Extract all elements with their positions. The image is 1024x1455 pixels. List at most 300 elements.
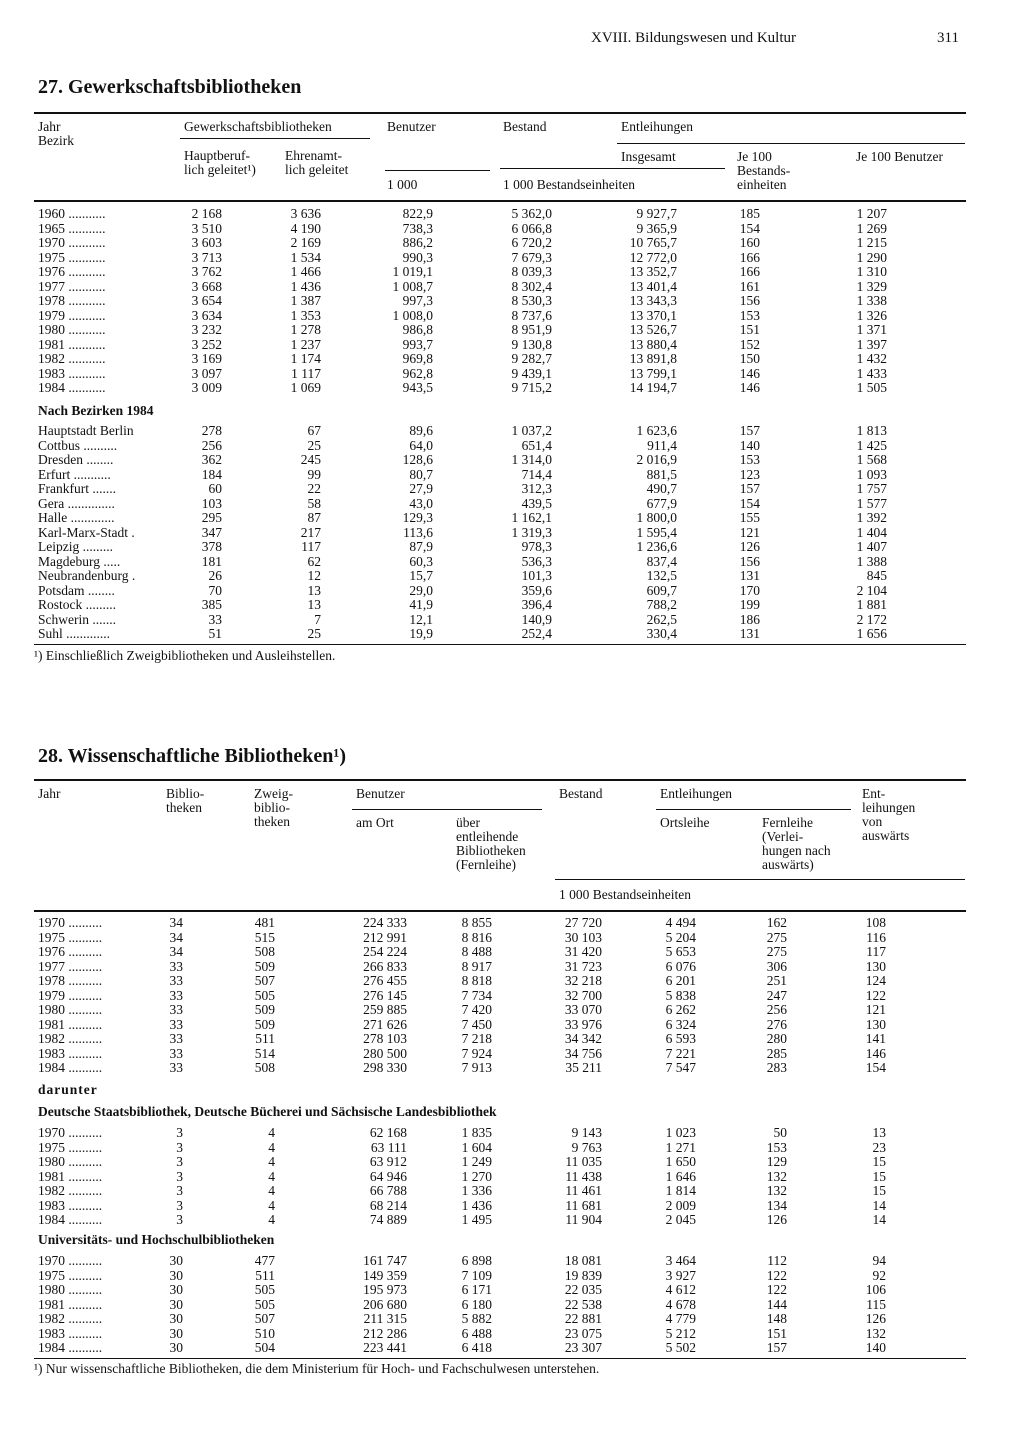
- cell-je100-bestand: 157: [739, 423, 760, 438]
- cell-je100-benutzer: 1 371: [856, 322, 887, 337]
- cell-zweigbibliotheken: 477: [254, 1253, 275, 1268]
- cell-fernleihe: 50: [773, 1125, 787, 1140]
- cell-benutzer: 1 019,1: [392, 264, 433, 279]
- cell-bestand: 27 720: [564, 915, 602, 930]
- cell-zweigbibliotheken: 507: [254, 973, 275, 988]
- cell-bestand: 22 538: [564, 1296, 602, 1312]
- cell-ortsleihe: 4 678: [665, 1296, 696, 1312]
- t27-h-insgesamt: Insgesamt: [621, 149, 676, 164]
- cell-benutzer: 80,7: [409, 466, 433, 482]
- cell-entl-insgesamt: 132,5: [646, 568, 677, 583]
- t27-h-ehren2: lich geleitet: [285, 162, 349, 177]
- cell-entl-insgesamt: 9 365,9: [636, 220, 677, 236]
- cell-entl-insgesamt: 1 595,4: [636, 524, 677, 540]
- cell-ortsleihe: 4 612: [665, 1282, 696, 1297]
- cell-bibliotheken: 3: [176, 1212, 183, 1227]
- cell-benutzer: 15,7: [409, 568, 433, 583]
- cell-je100-benutzer: 845: [866, 568, 887, 583]
- cell-entl-insgesamt: 609,7: [646, 582, 677, 598]
- cell-von-auswaerts: 108: [865, 915, 886, 930]
- cell-von-auswaerts: 15: [872, 1154, 886, 1169]
- cell-ehrenamtlich: 1 237: [290, 336, 321, 352]
- cell-je100-benutzer: 1 404: [856, 524, 887, 540]
- cell-fernleihe: 251: [766, 973, 787, 988]
- cell-entl-insgesamt: 330,4: [646, 626, 677, 641]
- cell-ehrenamtlich: 1 436: [290, 278, 321, 294]
- cell-benutzer-amort: 149 359: [363, 1267, 407, 1283]
- cell-benutzer-fernleihe: 7 924: [461, 1045, 492, 1061]
- row-label: Schwerin .......: [38, 611, 116, 627]
- cell-bibliotheken: 3: [176, 1168, 183, 1184]
- cell-fernleihe: 285: [766, 1045, 787, 1061]
- cell-ehrenamtlich: 58: [307, 495, 321, 511]
- cell-benutzer: 969,8: [402, 351, 433, 366]
- cell-benutzer: 1 008,7: [392, 278, 433, 294]
- cell-benutzer-amort: 280 500: [363, 1045, 407, 1061]
- cell-bestand: 32 218: [564, 973, 602, 988]
- row-label: 1983 ..........: [38, 1197, 103, 1213]
- cell-bestand: 33 070: [564, 1002, 602, 1017]
- row-label: 1979 ...........: [38, 307, 106, 323]
- cell-entl-insgesamt: 490,7: [646, 481, 677, 496]
- cell-je100-bestand: 186: [739, 611, 760, 627]
- cell-je100-bestand: 156: [739, 553, 760, 569]
- cell-entl-insgesamt: 12 772,0: [629, 249, 677, 265]
- cell-entl-insgesamt: 1 800,0: [636, 510, 677, 525]
- cell-benutzer-fernleihe: 6 180: [461, 1296, 492, 1312]
- cell-je100-bestand: 170: [739, 582, 760, 598]
- cell-zweigbibliotheken: 4: [268, 1183, 275, 1198]
- cell-von-auswaerts: 146: [865, 1045, 886, 1061]
- cell-fernleihe: 275: [766, 944, 787, 959]
- cell-fernleihe: 132: [766, 1168, 787, 1184]
- cell-zweigbibliotheken: 4: [268, 1154, 275, 1169]
- cell-benutzer: 962,8: [402, 365, 433, 381]
- cell-bestand: 11 438: [565, 1168, 602, 1184]
- cell-je100-bestand: 153: [739, 307, 760, 323]
- cell-bestand: 9 763: [571, 1139, 602, 1155]
- t28-h-bib2: theken: [166, 800, 202, 815]
- t27-h-benutzer: Benutzer: [387, 119, 436, 134]
- cell-benutzer-fernleihe: 7 218: [461, 1031, 492, 1046]
- cell-benutzer: 993,7: [402, 336, 433, 352]
- cell-bestand: 101,3: [521, 568, 552, 583]
- cell-ehrenamtlich: 117: [301, 539, 321, 554]
- cell-je100-benutzer: 1 215: [856, 235, 887, 250]
- cell-je100-benutzer: 1 093: [856, 466, 887, 482]
- cell-je100-bestand: 155: [739, 510, 760, 525]
- cell-ehrenamtlich: 99: [307, 466, 321, 482]
- cell-zweigbibliotheken: 505: [254, 1296, 275, 1312]
- cell-von-auswaerts: 23: [872, 1139, 886, 1155]
- row-label: Cottbus ..........: [38, 437, 118, 453]
- cell-hauptberuflich: 3 169: [191, 351, 222, 366]
- cell-benutzer-fernleihe: 1 436: [461, 1197, 492, 1213]
- t27-h-gewbib: Gewerkschaftsbibliotheken: [184, 119, 332, 134]
- cell-ortsleihe: 6 324: [665, 1016, 696, 1032]
- t28-h-ueber1: über: [456, 815, 480, 830]
- cell-je100-bestand: 151: [739, 322, 760, 337]
- cell-bibliotheken: 33: [169, 1002, 183, 1017]
- cell-bestand: 8 530,3: [511, 293, 552, 308]
- cell-benutzer: 822,9: [402, 206, 433, 221]
- cell-benutzer-amort: 266 833: [363, 958, 407, 974]
- cell-bestand: 22 881: [564, 1311, 602, 1326]
- cell-je100-benutzer: 2 172: [856, 611, 887, 627]
- row-label: 1983 ..........: [38, 1045, 103, 1061]
- cell-je100-bestand: 131: [739, 626, 760, 641]
- cell-zweigbibliotheken: 4: [268, 1197, 275, 1213]
- cell-bibliotheken: 30: [169, 1282, 183, 1297]
- t27-h-je100c: einheiten: [737, 177, 787, 192]
- cell-von-auswaerts: 116: [866, 929, 886, 945]
- row-label: Erfurt ...........: [38, 466, 111, 482]
- cell-hauptberuflich: 70: [208, 582, 222, 598]
- row-label: 1970 ..........: [38, 915, 103, 930]
- cell-benutzer-amort: 298 330: [363, 1060, 407, 1075]
- cell-bibliotheken: 33: [169, 1060, 183, 1075]
- row-label: 1984 ...........: [38, 380, 106, 395]
- cell-von-auswaerts: 94: [872, 1253, 886, 1268]
- cell-bestand: 22 035: [564, 1282, 602, 1297]
- cell-je100-bestand: 156: [739, 293, 760, 308]
- row-label: 1970 ...........: [38, 235, 106, 250]
- row-label: Rostock .........: [38, 597, 117, 612]
- t27-h-bezirk: Bezirk: [38, 133, 74, 148]
- t27-h-unit1: 1 000: [387, 177, 418, 192]
- cell-benutzer: 986,8: [402, 322, 433, 337]
- t28-h-ueber2: entleihende: [456, 829, 519, 844]
- cell-hauptberuflich: 26: [208, 568, 222, 583]
- cell-zweigbibliotheken: 509: [254, 1016, 275, 1032]
- cell-ortsleihe: 5 653: [665, 944, 696, 959]
- cell-ortsleihe: 1 271: [665, 1139, 696, 1155]
- t28-h-entl: Entleihungen: [660, 786, 732, 801]
- cell-hauptberuflich: 3 510: [191, 220, 222, 236]
- t28-darunter: darunter: [38, 1082, 98, 1097]
- row-label: 1980 ...........: [38, 322, 106, 337]
- cell-ehrenamtlich: 245: [300, 452, 321, 467]
- cell-benutzer: 41,9: [409, 597, 433, 612]
- t27-h-bestand: Bestand: [503, 119, 547, 134]
- cell-benutzer-amort: 206 680: [363, 1296, 407, 1312]
- cell-zweigbibliotheken: 4: [268, 1212, 275, 1227]
- row-label: 1976 ...........: [38, 264, 106, 279]
- cell-entl-insgesamt: 2 016,9: [636, 452, 677, 467]
- cell-hauptberuflich: 184: [201, 466, 222, 482]
- cell-benutzer-amort: 212 286: [363, 1325, 407, 1341]
- cell-bibliotheken: 33: [169, 987, 183, 1003]
- cell-benutzer-fernleihe: 7 450: [461, 1016, 492, 1032]
- cell-bibliotheken: 33: [169, 958, 183, 974]
- cell-benutzer: 943,5: [402, 380, 433, 395]
- cell-ehrenamtlich: 1 174: [290, 351, 321, 366]
- cell-benutzer-fernleihe: 7 420: [461, 1002, 492, 1017]
- cell-benutzer: 43,0: [409, 495, 433, 511]
- cell-je100-benutzer: 1 568: [856, 452, 887, 467]
- cell-je100-benutzer: 1 407: [856, 539, 887, 554]
- cell-je100-benutzer: 1 269: [856, 220, 887, 236]
- cell-je100-benutzer: 1 432: [856, 351, 887, 366]
- cell-benutzer-fernleihe: 1 604: [461, 1139, 492, 1155]
- cell-entl-insgesamt: 1 623,6: [636, 423, 677, 438]
- cell-bibliotheken: 34: [169, 915, 183, 930]
- t28-h-zweig3: theken: [254, 814, 290, 829]
- cell-je100-benutzer: 1 813: [856, 423, 887, 438]
- cell-von-auswaerts: 14: [872, 1197, 886, 1213]
- cell-entl-insgesamt: 10 765,7: [629, 235, 677, 250]
- cell-benutzer-fernleihe: 5 882: [461, 1311, 492, 1326]
- row-label: Leipzig .........: [38, 539, 113, 554]
- cell-benutzer-fernleihe: 1 270: [461, 1168, 492, 1184]
- cell-je100-bestand: 166: [739, 264, 760, 279]
- cell-von-auswaerts: 14: [872, 1212, 886, 1227]
- row-label: 1978 ...........: [38, 293, 106, 308]
- row-label: 1975 ..........: [38, 1139, 103, 1155]
- cell-bestand: 439,5: [521, 495, 552, 511]
- cell-ehrenamtlich: 87: [307, 510, 321, 525]
- cell-fernleihe: 247: [766, 987, 787, 1003]
- cell-von-auswaerts: 141: [865, 1031, 886, 1046]
- t28-h-unit: 1 000 Bestandseinheiten: [559, 887, 691, 902]
- cell-je100-benutzer: 1 505: [856, 380, 887, 395]
- t27-h-entl: Entleihungen: [621, 119, 693, 134]
- cell-benutzer-amort: 259 885: [363, 1002, 407, 1017]
- row-label: 1981 ..........: [38, 1016, 103, 1032]
- cell-benutzer: 113,6: [403, 524, 433, 540]
- row-label: 1975 ..........: [38, 929, 103, 945]
- cell-fernleihe: 151: [766, 1325, 787, 1341]
- row-label: 1979 ..........: [38, 987, 103, 1003]
- cell-von-auswaerts: 130: [865, 958, 886, 974]
- cell-hauptberuflich: 295: [201, 510, 222, 525]
- cell-zweigbibliotheken: 511: [255, 1031, 275, 1046]
- cell-ehrenamtlich: 7: [314, 611, 321, 627]
- row-label: 1981 ...........: [38, 336, 106, 352]
- cell-je100-benutzer: 1 326: [856, 307, 887, 323]
- cell-fernleihe: 162: [766, 915, 787, 930]
- row-label: 1981 ..........: [38, 1168, 103, 1184]
- t28-footnote: ¹) Nur wissenschaftliche Bibliotheken, die dem Ministerium für Hoch- und Fachschulwesen unterstehen.: [34, 1361, 600, 1376]
- cell-bestand: 8 039,3: [511, 264, 552, 279]
- cell-bestand: 6 066,8: [511, 220, 552, 236]
- cell-benutzer: 738,3: [402, 220, 433, 236]
- cell-zweigbibliotheken: 4: [268, 1125, 275, 1140]
- cell-benutzer: 886,2: [402, 235, 433, 250]
- cell-zweigbibliotheken: 509: [254, 958, 275, 974]
- cell-fernleihe: 126: [766, 1212, 787, 1227]
- cell-je100-benutzer: 1 338: [856, 293, 887, 308]
- row-label: 1980 ..........: [38, 1002, 103, 1017]
- cell-benutzer-fernleihe: 7 734: [461, 987, 492, 1003]
- row-label: Halle .............: [38, 510, 115, 525]
- cell-je100-bestand: 157: [739, 481, 760, 496]
- cell-zweigbibliotheken: 511: [255, 1267, 275, 1283]
- row-label: 1977 ..........: [38, 958, 103, 974]
- cell-bestand: 23 307: [564, 1340, 602, 1355]
- t28-h-ueber3: Bibliotheken: [456, 843, 526, 858]
- cell-ortsleihe: 5 502: [665, 1340, 696, 1355]
- t27-footnote: ¹) Einschließlich Zweigbibliotheken und Ausleihstellen.: [34, 648, 336, 663]
- cell-ortsleihe: 6 201: [665, 973, 696, 988]
- t28-h-ortsleihe: Ortsleihe: [660, 815, 710, 830]
- cell-bestand: 1 314,0: [511, 452, 552, 467]
- cell-von-auswaerts: 15: [872, 1183, 886, 1198]
- running-header: XVIII. Bildungswesen und Kultur: [591, 30, 796, 46]
- row-label: 1965 ...........: [38, 220, 106, 236]
- cell-bestand: 252,4: [521, 626, 552, 641]
- cell-bestand: 33 976: [564, 1016, 602, 1032]
- cell-je100-bestand: 146: [739, 365, 760, 381]
- cell-benutzer: 128,6: [402, 452, 433, 467]
- cell-bestand: 978,3: [521, 539, 552, 554]
- cell-je100-benutzer: 1 290: [856, 249, 887, 265]
- cell-ehrenamtlich: 1 278: [290, 322, 321, 337]
- row-label: Gera ..............: [38, 495, 115, 511]
- cell-fernleihe: 112: [767, 1253, 787, 1268]
- cell-bibliotheken: 33: [169, 1031, 183, 1046]
- cell-bestand: 34 342: [564, 1031, 602, 1046]
- cell-bestand: 651,4: [521, 437, 552, 453]
- cell-von-auswaerts: 130: [865, 1016, 886, 1032]
- cell-je100-bestand: 199: [739, 597, 760, 612]
- row-label: 1960 ...........: [38, 206, 106, 221]
- cell-bestand: 31 723: [564, 958, 602, 974]
- cell-ortsleihe: 5 838: [665, 987, 696, 1003]
- cell-je100-benutzer: 1 310: [856, 264, 887, 279]
- cell-je100-bestand: 140: [739, 437, 760, 453]
- cell-von-auswaerts: 132: [865, 1325, 886, 1341]
- cell-von-auswaerts: 106: [865, 1282, 886, 1297]
- cell-zweigbibliotheken: 481: [254, 915, 275, 930]
- cell-zweigbibliotheken: 507: [254, 1311, 275, 1326]
- cell-ortsleihe: 2 009: [665, 1197, 696, 1213]
- cell-von-auswaerts: 13: [872, 1125, 886, 1140]
- cell-zweigbibliotheken: 505: [254, 987, 275, 1003]
- cell-bestand: 140,9: [521, 611, 552, 627]
- cell-hauptberuflich: 3 762: [191, 264, 222, 279]
- cell-ehrenamtlich: 12: [307, 568, 321, 583]
- cell-ehrenamtlich: 13: [307, 597, 321, 612]
- cell-ortsleihe: 3 927: [665, 1267, 696, 1283]
- cell-entl-insgesamt: 1 236,6: [636, 539, 677, 554]
- cell-ehrenamtlich: 1 117: [291, 365, 321, 381]
- cell-benutzer: 990,3: [402, 249, 433, 265]
- cell-benutzer-fernleihe: 8 917: [461, 958, 492, 974]
- cell-ehrenamtlich: 2 169: [290, 235, 321, 250]
- cell-benutzer: 87,9: [409, 539, 433, 554]
- cell-je100-bestand: 153: [739, 452, 760, 467]
- row-label: 1970 ..........: [38, 1253, 103, 1268]
- cell-bibliotheken: 33: [169, 1045, 183, 1061]
- row-label: 1977 ...........: [38, 278, 106, 294]
- t27-h-unit2: 1 000 Bestandseinheiten: [503, 177, 635, 192]
- cell-benutzer: 27,9: [409, 481, 433, 496]
- cell-benutzer-fernleihe: 6 898: [461, 1253, 492, 1268]
- cell-benutzer-fernleihe: 7 109: [461, 1267, 492, 1283]
- cell-von-auswaerts: 121: [865, 1002, 886, 1017]
- cell-benutzer-amort: 254 224: [363, 944, 407, 959]
- cell-entl-insgesamt: 13 799,1: [629, 365, 677, 381]
- cell-benutzer: 29,0: [409, 582, 433, 598]
- cell-hauptberuflich: 33: [208, 611, 222, 627]
- cell-benutzer: 64,0: [409, 437, 433, 453]
- row-label: 1982 ...........: [38, 351, 106, 366]
- cell-hauptberuflich: 3 654: [191, 293, 222, 308]
- cell-entl-insgesamt: 837,4: [646, 553, 677, 569]
- cell-benutzer-amort: 62 168: [369, 1125, 407, 1140]
- cell-von-auswaerts: 115: [866, 1296, 886, 1312]
- cell-benutzer-fernleihe: 6 488: [461, 1325, 492, 1341]
- cell-bestand: 6 720,2: [511, 235, 552, 250]
- cell-entl-insgesamt: 788,2: [646, 597, 677, 612]
- cell-bestand: 11 681: [565, 1197, 602, 1213]
- t27-h-je100a: Je 100: [737, 149, 772, 164]
- cell-ehrenamtlich: 4 190: [290, 220, 321, 236]
- row-label: 1984 ..........: [38, 1340, 103, 1355]
- cell-ortsleihe: 4 494: [665, 915, 696, 930]
- cell-benutzer-amort: 271 626: [363, 1016, 407, 1032]
- t27-h-jahr: Jahr: [38, 119, 61, 134]
- cell-bibliotheken: 30: [169, 1311, 183, 1326]
- cell-benutzer: 89,6: [409, 423, 433, 438]
- cell-benutzer: 129,3: [402, 510, 433, 525]
- cell-entl-insgesamt: 677,9: [646, 495, 677, 511]
- cell-entl-insgesamt: 14 194,7: [629, 380, 677, 395]
- cell-fernleihe: 153: [766, 1139, 787, 1155]
- cell-von-auswaerts: 122: [865, 987, 886, 1003]
- cell-hauptberuflich: 3 713: [191, 249, 222, 265]
- cell-entl-insgesamt: 13 401,4: [629, 278, 677, 294]
- cell-benutzer-fernleihe: 7 913: [461, 1060, 492, 1075]
- cell-ortsleihe: 2 045: [665, 1212, 696, 1227]
- cell-je100-bestand: 150: [739, 351, 760, 366]
- cell-fernleihe: 276: [766, 1016, 787, 1032]
- row-label: 1982 ..........: [38, 1183, 103, 1198]
- cell-hauptberuflich: 378: [201, 539, 222, 554]
- cell-ortsleihe: 4 779: [665, 1311, 696, 1326]
- t28-h-ueber4: (Fernleihe): [456, 857, 516, 872]
- cell-benutzer-amort: 278 103: [363, 1031, 407, 1046]
- t28-h-fern2: (Verlei-: [762, 829, 804, 844]
- cell-von-auswaerts: 124: [865, 973, 886, 988]
- cell-benutzer: 60,3: [409, 553, 433, 569]
- cell-bestand: 35 211: [565, 1060, 602, 1075]
- cell-benutzer-amort: 223 441: [363, 1340, 407, 1355]
- cell-je100-benutzer: 1 207: [856, 206, 887, 221]
- cell-ehrenamtlich: 25: [307, 437, 321, 453]
- cell-hauptberuflich: 2 168: [191, 206, 222, 221]
- cell-bibliotheken: 30: [169, 1267, 183, 1283]
- cell-benutzer-fernleihe: 6 418: [461, 1340, 492, 1355]
- cell-benutzer-amort: 195 973: [363, 1282, 407, 1297]
- cell-entl-insgesamt: 13 880,4: [629, 336, 677, 352]
- cell-hauptberuflich: 3 603: [191, 235, 222, 250]
- cell-entl-insgesamt: 13 891,8: [629, 351, 677, 366]
- cell-hauptberuflich: 347: [201, 524, 222, 540]
- row-label: 1983 ..........: [38, 1325, 103, 1341]
- cell-benutzer-fernleihe: 6 171: [461, 1282, 492, 1297]
- cell-bestand: 11 904: [565, 1212, 602, 1227]
- cell-benutzer: 12,1: [409, 611, 433, 627]
- cell-je100-benutzer: 1 757: [856, 481, 887, 496]
- row-label: Dresden ........: [38, 452, 114, 467]
- row-label: Hauptstadt Berlin: [38, 423, 134, 438]
- cell-ehrenamtlich: 1 387: [290, 293, 321, 308]
- t28-h-zweig1: Zweig-: [254, 786, 293, 801]
- t28-h-ent2: leihungen: [862, 800, 916, 815]
- cell-benutzer-fernleihe: 1 495: [461, 1212, 492, 1227]
